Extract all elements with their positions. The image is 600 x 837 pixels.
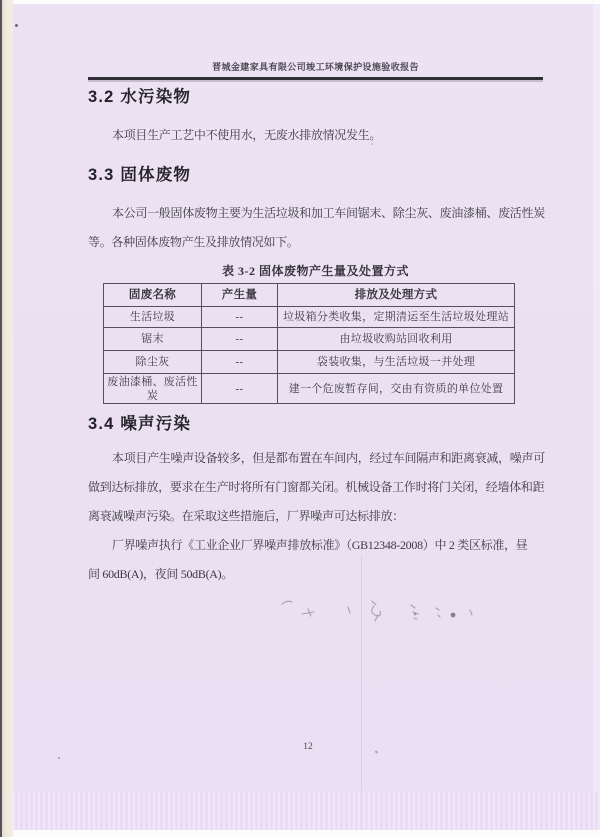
noise-paragraph-line: 间 60dB(A)，夜间 50dB(A)。: [88, 567, 234, 581]
water-paragraph-line: 本项目生产工艺中不使用水，无废水排放情况发生。: [112, 128, 382, 142]
scan-texture-band: [13, 791, 600, 830]
waste-disposal-cell: 建一个危废暂存间，交由有资质的单位处置: [278, 374, 515, 404]
scan-speck: [58, 757, 60, 759]
waste-name-cell: 生活垃圾: [104, 307, 202, 328]
table-header-cell: 产生量: [202, 284, 278, 307]
waste-quantity-cell: --: [202, 328, 278, 351]
table-header-cell: 排放及处理方式: [278, 284, 515, 307]
header-rule: [88, 77, 543, 80]
water-paragraph: [88, 121, 546, 150]
scan-left-margin-strip: [2, 0, 13, 837]
solid-waste-paragraph: [88, 199, 546, 257]
noise-paragraph-1: [88, 444, 546, 531]
waste-quantity-cell: --: [202, 307, 278, 328]
waste-disposal-cell: 由垃圾收购站回收利用: [278, 328, 515, 351]
table-row: [104, 351, 515, 374]
solid-waste-table: [103, 283, 515, 404]
noise-paragraph-line: 离衰减噪声污染。在采取这些措施后，厂界噪声可达标排放：: [88, 509, 404, 523]
solid-waste-paragraph-line: 本公司一般固体废物主要为生活垃圾和加工车间锯末、除尘灰、废油漆桶、废活性炭: [112, 206, 545, 220]
noise-paragraph-line: 本项目产生噪声设备较多，但是都布置在车间内，经过车间隔声和距离衰减，噪声可: [112, 451, 545, 465]
waste-quantity-cell: --: [202, 374, 278, 404]
noise-paragraph-line: 做到达标排放，要求在生产时将所有门窗都关闭。机械设备工作时将门关闭，经墙体和距: [88, 480, 545, 494]
paper-right-edge-highlight: [593, 4, 600, 830]
table-row: [104, 374, 515, 404]
solid-waste-paragraph-line: 等。各种固体废物产生及排放情况如下。: [88, 235, 299, 249]
pencil-smudge-marks: [278, 588, 502, 646]
waste-disposal-cell: 垃圾箱分类收集，定期清运至生活垃圾处理站: [278, 307, 515, 328]
waste-name-cell: 锯末: [104, 328, 202, 351]
table-row: [104, 307, 515, 328]
noise-paragraph-line: 厂界噪声执行《工业企业厂界噪声排放标准》（GB12348-2008）中 2 类区标准，昼: [112, 538, 528, 552]
waste-quantity-cell: --: [202, 351, 278, 374]
page-number: 12: [303, 742, 313, 752]
scan-speck: [371, 143, 373, 145]
waste-name-cell: 废油漆桶、废活性炭: [104, 374, 202, 404]
running-header-title: 晋城金建家具有限公司竣工环境保护设施验收报告: [212, 62, 419, 72]
section-heading-solid-waste: 3.3 固体废物: [88, 166, 192, 184]
scan-speck: [15, 24, 18, 27]
table-row: [104, 328, 515, 351]
section-heading-noise: 3.4 噪声污染: [88, 415, 192, 433]
table-caption: 表 3-2 固体废物产生量及处置方式: [222, 264, 409, 278]
table-header-cell: 固废名称: [104, 284, 202, 307]
section-heading-water: 3.2 水污染物: [88, 88, 192, 106]
noise-paragraph-2: [88, 531, 546, 589]
waste-disposal-cell: 袋装收集，与生活垃圾一并处理: [278, 351, 515, 374]
waste-name-cell: 除尘灰: [104, 351, 202, 374]
table-header-row: [104, 284, 515, 307]
